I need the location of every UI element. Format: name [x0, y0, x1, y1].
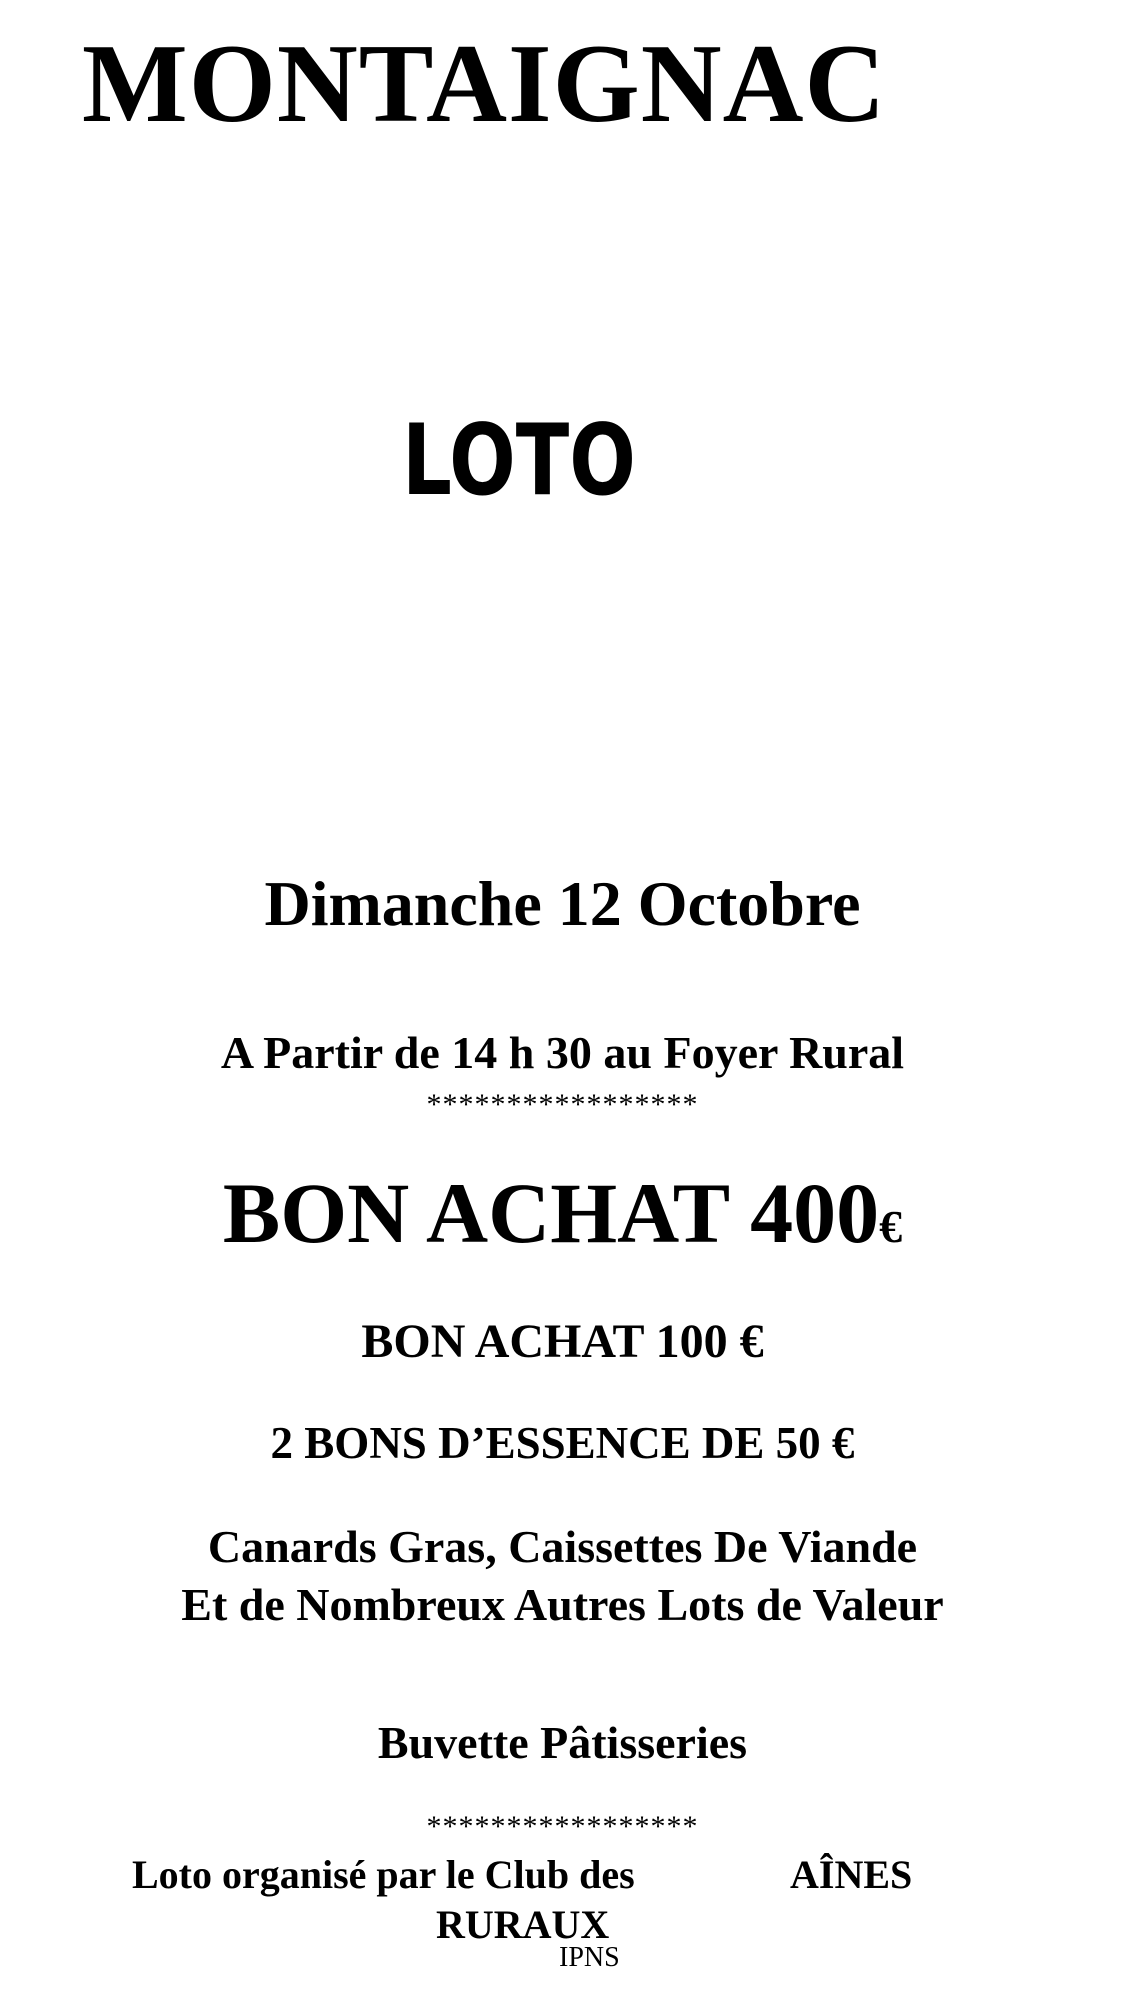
- event-title: LOTO: [402, 404, 636, 518]
- organizer-line-1-end: AÎNES: [790, 1852, 913, 1897]
- event-date: Dimanche 12 Octobre: [264, 868, 861, 939]
- footer-ipns: IPNS: [559, 1942, 620, 1973]
- prize-main: [0, 1165, 1125, 1261]
- refreshments: Buvette Pâtisseries: [377, 1717, 748, 1768]
- prize-main-currency: €: [879, 1201, 903, 1252]
- prize-main-amount: BON ACHAT 400: [222, 1165, 880, 1261]
- other-lots: [0, 1518, 1125, 1634]
- organizer-line-1: Loto organisé par le Club des: [132, 1852, 635, 1897]
- prize-second: BON ACHAT 100 €: [361, 1315, 764, 1368]
- prize-third: 2 BONS D’ESSENCE DE 50 €: [270, 1418, 855, 1468]
- other-lots-line-2: Et de Nombreux Autres Lots de Valeur: [181, 1579, 944, 1630]
- other-lots-line-1: Canards Gras, Caissettes De Viande: [207, 1521, 918, 1572]
- separator-bottom: *****************: [426, 1810, 699, 1843]
- separator-top: *****************: [426, 1088, 699, 1121]
- organizer-line-2: RURAUX: [436, 1902, 610, 1947]
- event-time-place: A Partir de 14 h 30 au Foyer Rural: [220, 1027, 905, 1078]
- town-title: MONTAIGNAC: [82, 22, 887, 146]
